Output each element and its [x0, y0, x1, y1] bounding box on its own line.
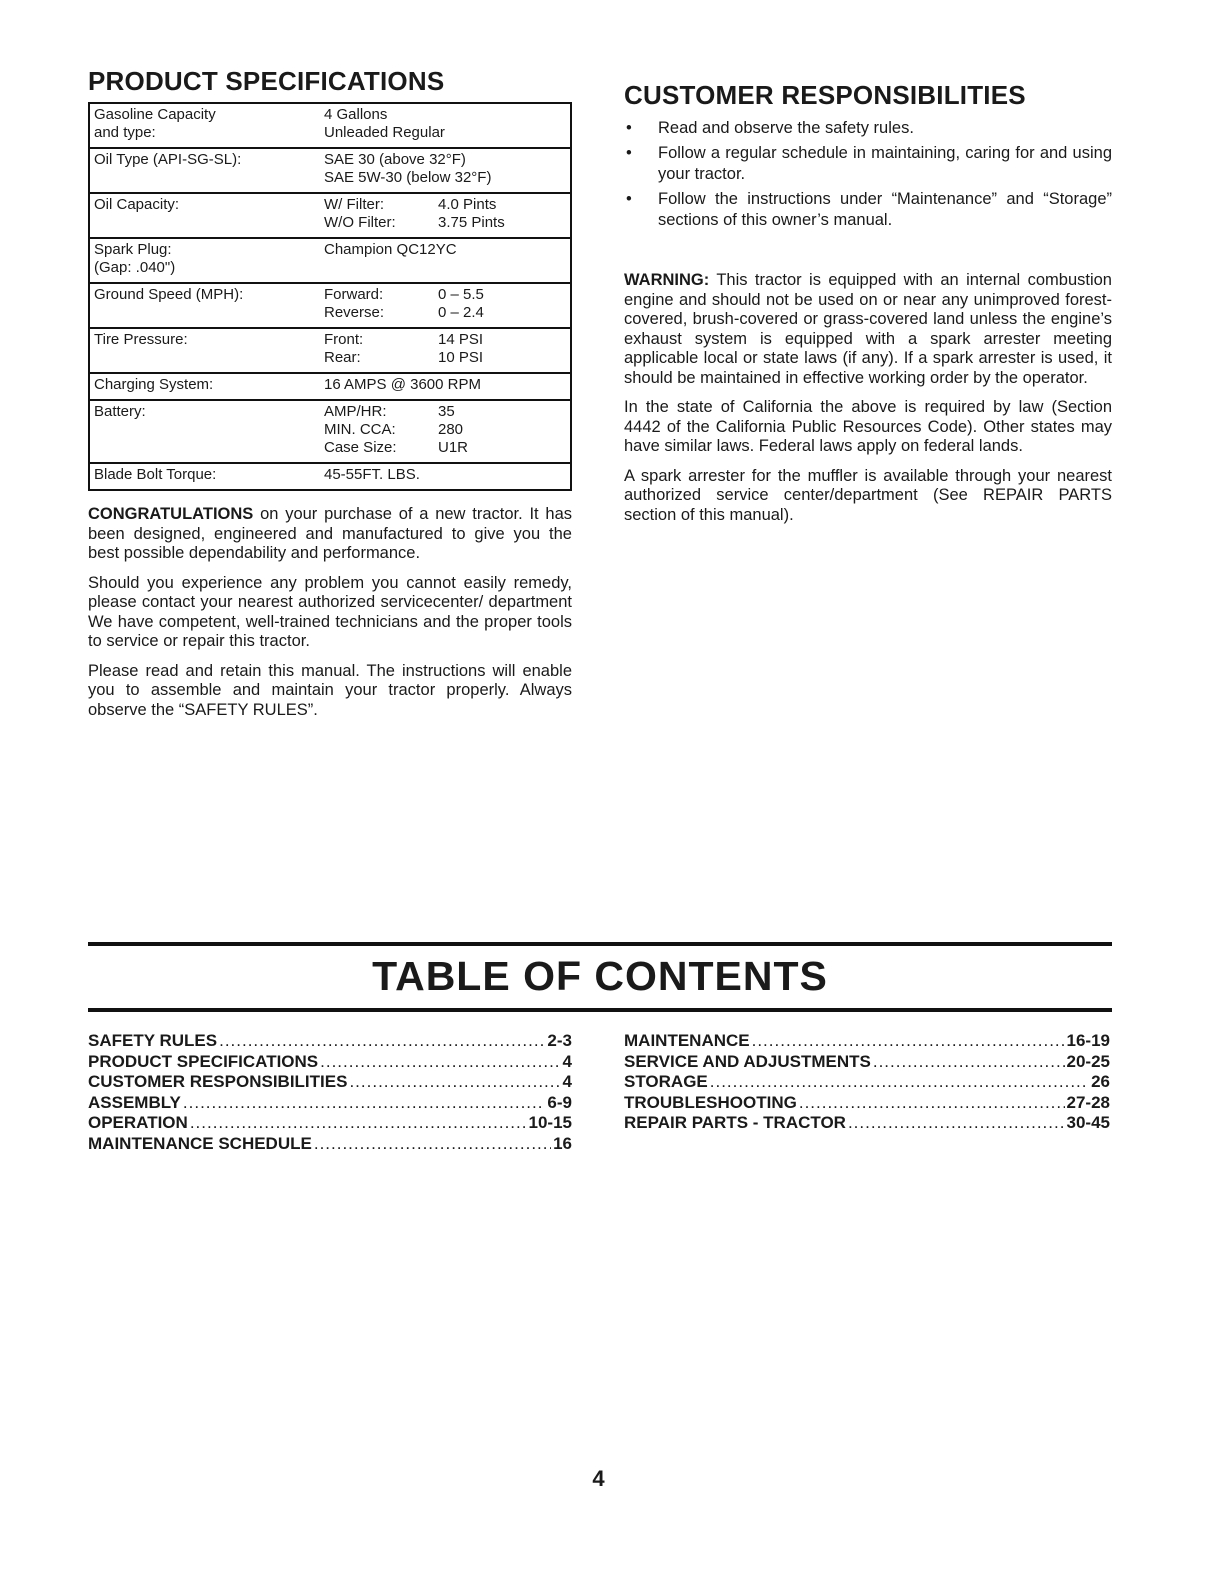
toc-entry-title: SAFETY RULES	[88, 1031, 218, 1050]
toc-leader-dots	[219, 1031, 545, 1052]
toc-top-rule	[88, 942, 1112, 946]
list-item: • Read and observe the safety rules.	[626, 119, 914, 137]
spec-value: Forward: 0 – 5.5 Reverse: 0 – 2.4	[320, 283, 571, 328]
congratulations-paragraph: CONGRATULATIONS on your purchase of a new tractor. It has been designed, engineered and manufactured to give you the best possible dependability and performance.	[88, 505, 572, 562]
table-row	[89, 400, 571, 463]
toc-leader-dots	[349, 1072, 560, 1093]
toc-entry[interactable]	[88, 1134, 572, 1155]
toc-right-column	[624, 1031, 1110, 1134]
list-item: • Follow the instructions under “Maintenance” and “Storage” sections of this owner’s manual.	[626, 190, 1112, 229]
spark-arrester-paragraph: A spark arrester for the muffler is available through your nearest authorized service center/department (See REPAIR PARTS section of this manual).	[624, 466, 1112, 524]
toc-entry-page: 6-9	[547, 1092, 572, 1112]
warning-paragraph: WARNING: This tractor is equipped with an internal combustion engine and should not be used on or near any unimproved forest-covered, brush-covered or grass-covered land unless the engine’s exhaust system is equipped with a spark arrester meeting applicable local or state laws (if any). If a spark arrester is used, it should be maintained in effective working order by the operator.	[624, 271, 1112, 387]
toc-entry-page: 4	[562, 1051, 572, 1071]
spec-label: Tire Pressure:	[89, 328, 320, 373]
toc-leader-dots	[873, 1052, 1065, 1073]
spec-value: 4 Gallons Unleaded Regular	[324, 106, 445, 141]
spec-value: W/ Filter: 4.0 Pints W/O Filter: 3.75 Pints	[320, 193, 571, 238]
toc-entry-page: 4	[562, 1072, 572, 1091]
toc-title: TABLE OF CONTENTS	[372, 953, 828, 999]
toc-leader-dots	[752, 1031, 1065, 1052]
warning-lead: WARNING:	[624, 271, 710, 289]
list-item: • Follow a regular schedule in maintaining, caring for and using your tractor.	[626, 144, 1112, 183]
table-row	[89, 373, 571, 400]
toc-entry[interactable]	[624, 1031, 1110, 1052]
spec-label: Oil Type (API-SG-SL):	[89, 148, 320, 193]
toc-leader-dots	[710, 1072, 1089, 1093]
toc-leader-dots	[314, 1134, 551, 1155]
spec-label: Battery:	[89, 400, 320, 463]
product-specifications-heading: PRODUCT SPECIFICATIONS	[88, 66, 445, 96]
toc-entry[interactable]	[88, 1031, 572, 1052]
toc-entry-title: REPAIR PARTS - TRACTOR	[624, 1113, 846, 1132]
table-row	[89, 328, 571, 373]
toc-leader-dots	[799, 1093, 1065, 1114]
spec-label: Ground Speed (MPH):	[89, 283, 320, 328]
toc-entry[interactable]	[624, 1093, 1110, 1114]
spec-label: Charging System:	[89, 373, 320, 400]
customer-responsibilities-heading: CUSTOMER RESPONSIBILITIES	[624, 80, 1026, 110]
right-column	[624, 80, 1112, 535]
intro-section	[88, 505, 572, 720]
toc-entry-title: STORAGE	[624, 1072, 708, 1091]
congratulations-lead: CONGRATULATIONS	[88, 505, 254, 523]
table-row	[89, 193, 571, 238]
spec-value: 45-55FT. LBS.	[320, 463, 571, 490]
toc-bottom-rule	[88, 1008, 1112, 1012]
table-row	[89, 463, 571, 490]
toc-entry-title: ASSEMBLY	[88, 1092, 181, 1112]
toc-entry[interactable]	[88, 1072, 572, 1093]
table-row	[89, 148, 571, 193]
spec-label: Blade Bolt Torque:	[89, 463, 320, 490]
toc-leader-dots	[183, 1093, 546, 1114]
specifications-table	[88, 102, 572, 491]
spec-label: Spark Plug: (Gap: .040")	[89, 238, 320, 283]
spec-value: Champion QC12YC	[320, 238, 571, 283]
toc-entry-page: 27-28	[1066, 1092, 1110, 1112]
problem-paragraph: Should you experience any problem you cannot easily remedy, please contact your nearest authorized servicecenter/ department We have competent, well-trained technicians and the proper tools to service or repair this tractor.	[88, 573, 572, 650]
toc-entry-title: SERVICE AND ADJUSTMENTS	[624, 1051, 871, 1071]
toc-left-column	[88, 1031, 572, 1154]
spec-label: Gasoline Capacity and type:	[94, 106, 216, 141]
toc-entry[interactable]	[88, 1113, 572, 1134]
toc-entry-title: MAINTENANCE SCHEDULE	[88, 1133, 312, 1153]
toc-entry-page: 30-45	[1066, 1113, 1110, 1132]
toc-entry-title: MAINTENANCE	[624, 1031, 750, 1050]
california-paragraph: In the state of California the above is required by law (Section 4442 of the California Public Resources Code). Other states may have similar laws. Federal laws apply on federal lands.	[624, 398, 1112, 455]
toc-entry-page: 26	[1091, 1072, 1110, 1091]
spec-value: SAE 30 (above 32°F) SAE 5W-30 (below 32°F)	[320, 148, 571, 193]
responsibilities-list	[624, 118, 1112, 231]
spec-label: Oil Capacity:	[89, 193, 320, 238]
toc-entry-title: PRODUCT SPECIFICATIONS	[88, 1051, 319, 1071]
toc-entry[interactable]	[88, 1052, 572, 1073]
toc-entry-page: 2-3	[547, 1031, 572, 1050]
toc-leader-dots	[320, 1052, 560, 1073]
table-row	[89, 103, 571, 148]
toc-leader-dots	[848, 1113, 1065, 1134]
left-column	[88, 66, 572, 730]
toc-entry-title: CUSTOMER RESPONSIBILITIES	[88, 1072, 348, 1091]
toc-entry[interactable]	[624, 1072, 1110, 1093]
spec-value: 16 AMPS @ 3600 RPM	[320, 373, 571, 400]
toc-entry-page: 16-19	[1066, 1031, 1110, 1050]
toc-entry-page: 16	[553, 1133, 572, 1153]
toc-leader-dots	[190, 1113, 527, 1134]
spec-value: Front: 14 PSI Rear: 10 PSI	[320, 328, 571, 373]
page-number: 4	[592, 1466, 605, 1491]
table-row	[89, 238, 571, 283]
toc-entry[interactable]	[88, 1093, 572, 1114]
spec-value: AMP/HR: 35 MIN. CCA: 280 Case Size: U1R	[320, 400, 571, 463]
toc-entry[interactable]	[624, 1052, 1110, 1073]
toc-entry-page: 10-15	[528, 1113, 572, 1132]
table-row	[89, 283, 571, 328]
toc-entry-title: OPERATION	[88, 1113, 188, 1132]
toc-entry[interactable]	[624, 1113, 1110, 1134]
toc-entry-title: TROUBLESHOOTING	[624, 1092, 797, 1112]
toc-entry-page: 20-25	[1066, 1051, 1110, 1071]
retain-manual-paragraph: Please read and retain this manual. The instructions will enable you to assemble and maintain your tractor properly. Always observe the “SAFETY RULES”.	[88, 661, 572, 719]
